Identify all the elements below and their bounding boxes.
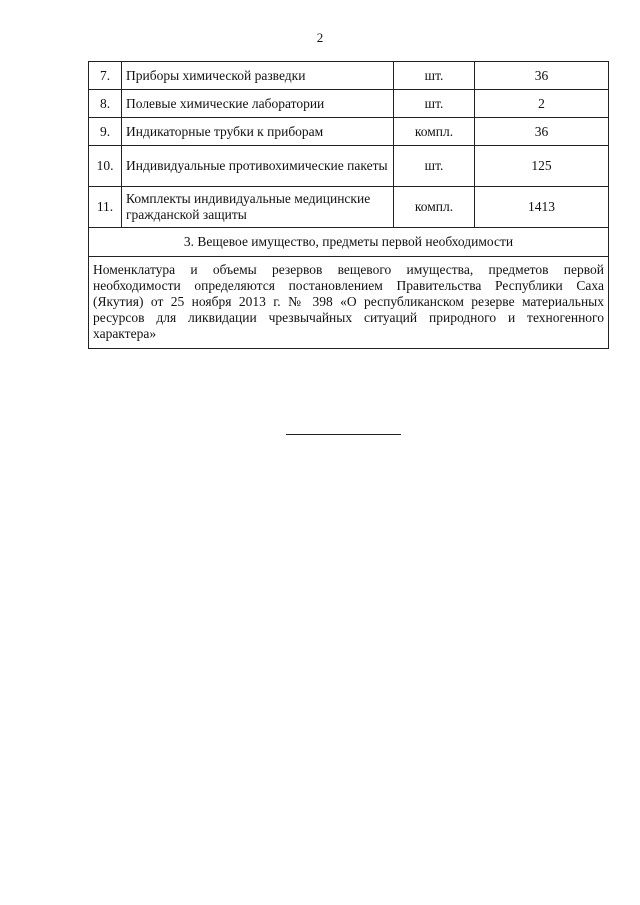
row-number: 7. <box>89 62 122 90</box>
section-note: Номенклатура и объемы резервов вещевого имущества, предметов первой необходимости определяются постановлением Правительства Республики Саха (Якутия) от 25 ноября 2013 г. № 398 «О республиканском резерве материальных ресурсов для ликвидации чрезвычайных ситуаций природного и техногенного характера» <box>89 257 609 349</box>
item-unit: шт. <box>394 90 475 118</box>
item-name: Комплекты индивидуальные медицинские гражданской защиты <box>122 187 394 228</box>
item-unit: компл. <box>394 187 475 228</box>
table-row <box>89 62 609 90</box>
section-heading: 3. Вещевое имущество, предметы первой необходимости <box>89 228 609 257</box>
row-number: 11. <box>89 187 122 228</box>
table-row <box>89 146 609 187</box>
item-quantity: 2 <box>475 90 609 118</box>
item-quantity: 36 <box>475 118 609 146</box>
item-unit: шт. <box>394 62 475 90</box>
row-number: 8. <box>89 90 122 118</box>
reserve-table <box>88 61 609 349</box>
item-quantity: 36 <box>475 62 609 90</box>
item-quantity: 1413 <box>475 187 609 228</box>
item-name: Приборы химической разведки <box>122 62 394 90</box>
table-row <box>89 90 609 118</box>
item-quantity: 125 <box>475 146 609 187</box>
item-name: Индивидуальные противохимические пакеты <box>122 146 394 187</box>
item-unit: компл. <box>394 118 475 146</box>
table-row <box>89 187 609 228</box>
item-name: Индикаторные трубки к приборам <box>122 118 394 146</box>
item-name: Полевые химические лаборатории <box>122 90 394 118</box>
section-heading-row <box>89 228 609 257</box>
page-number: 2 <box>316 30 324 45</box>
note-row <box>89 257 609 349</box>
end-of-document-line <box>286 434 401 435</box>
item-unit: шт. <box>394 146 475 187</box>
row-number: 9. <box>89 118 122 146</box>
table-row <box>89 118 609 146</box>
row-number: 10. <box>89 146 122 187</box>
